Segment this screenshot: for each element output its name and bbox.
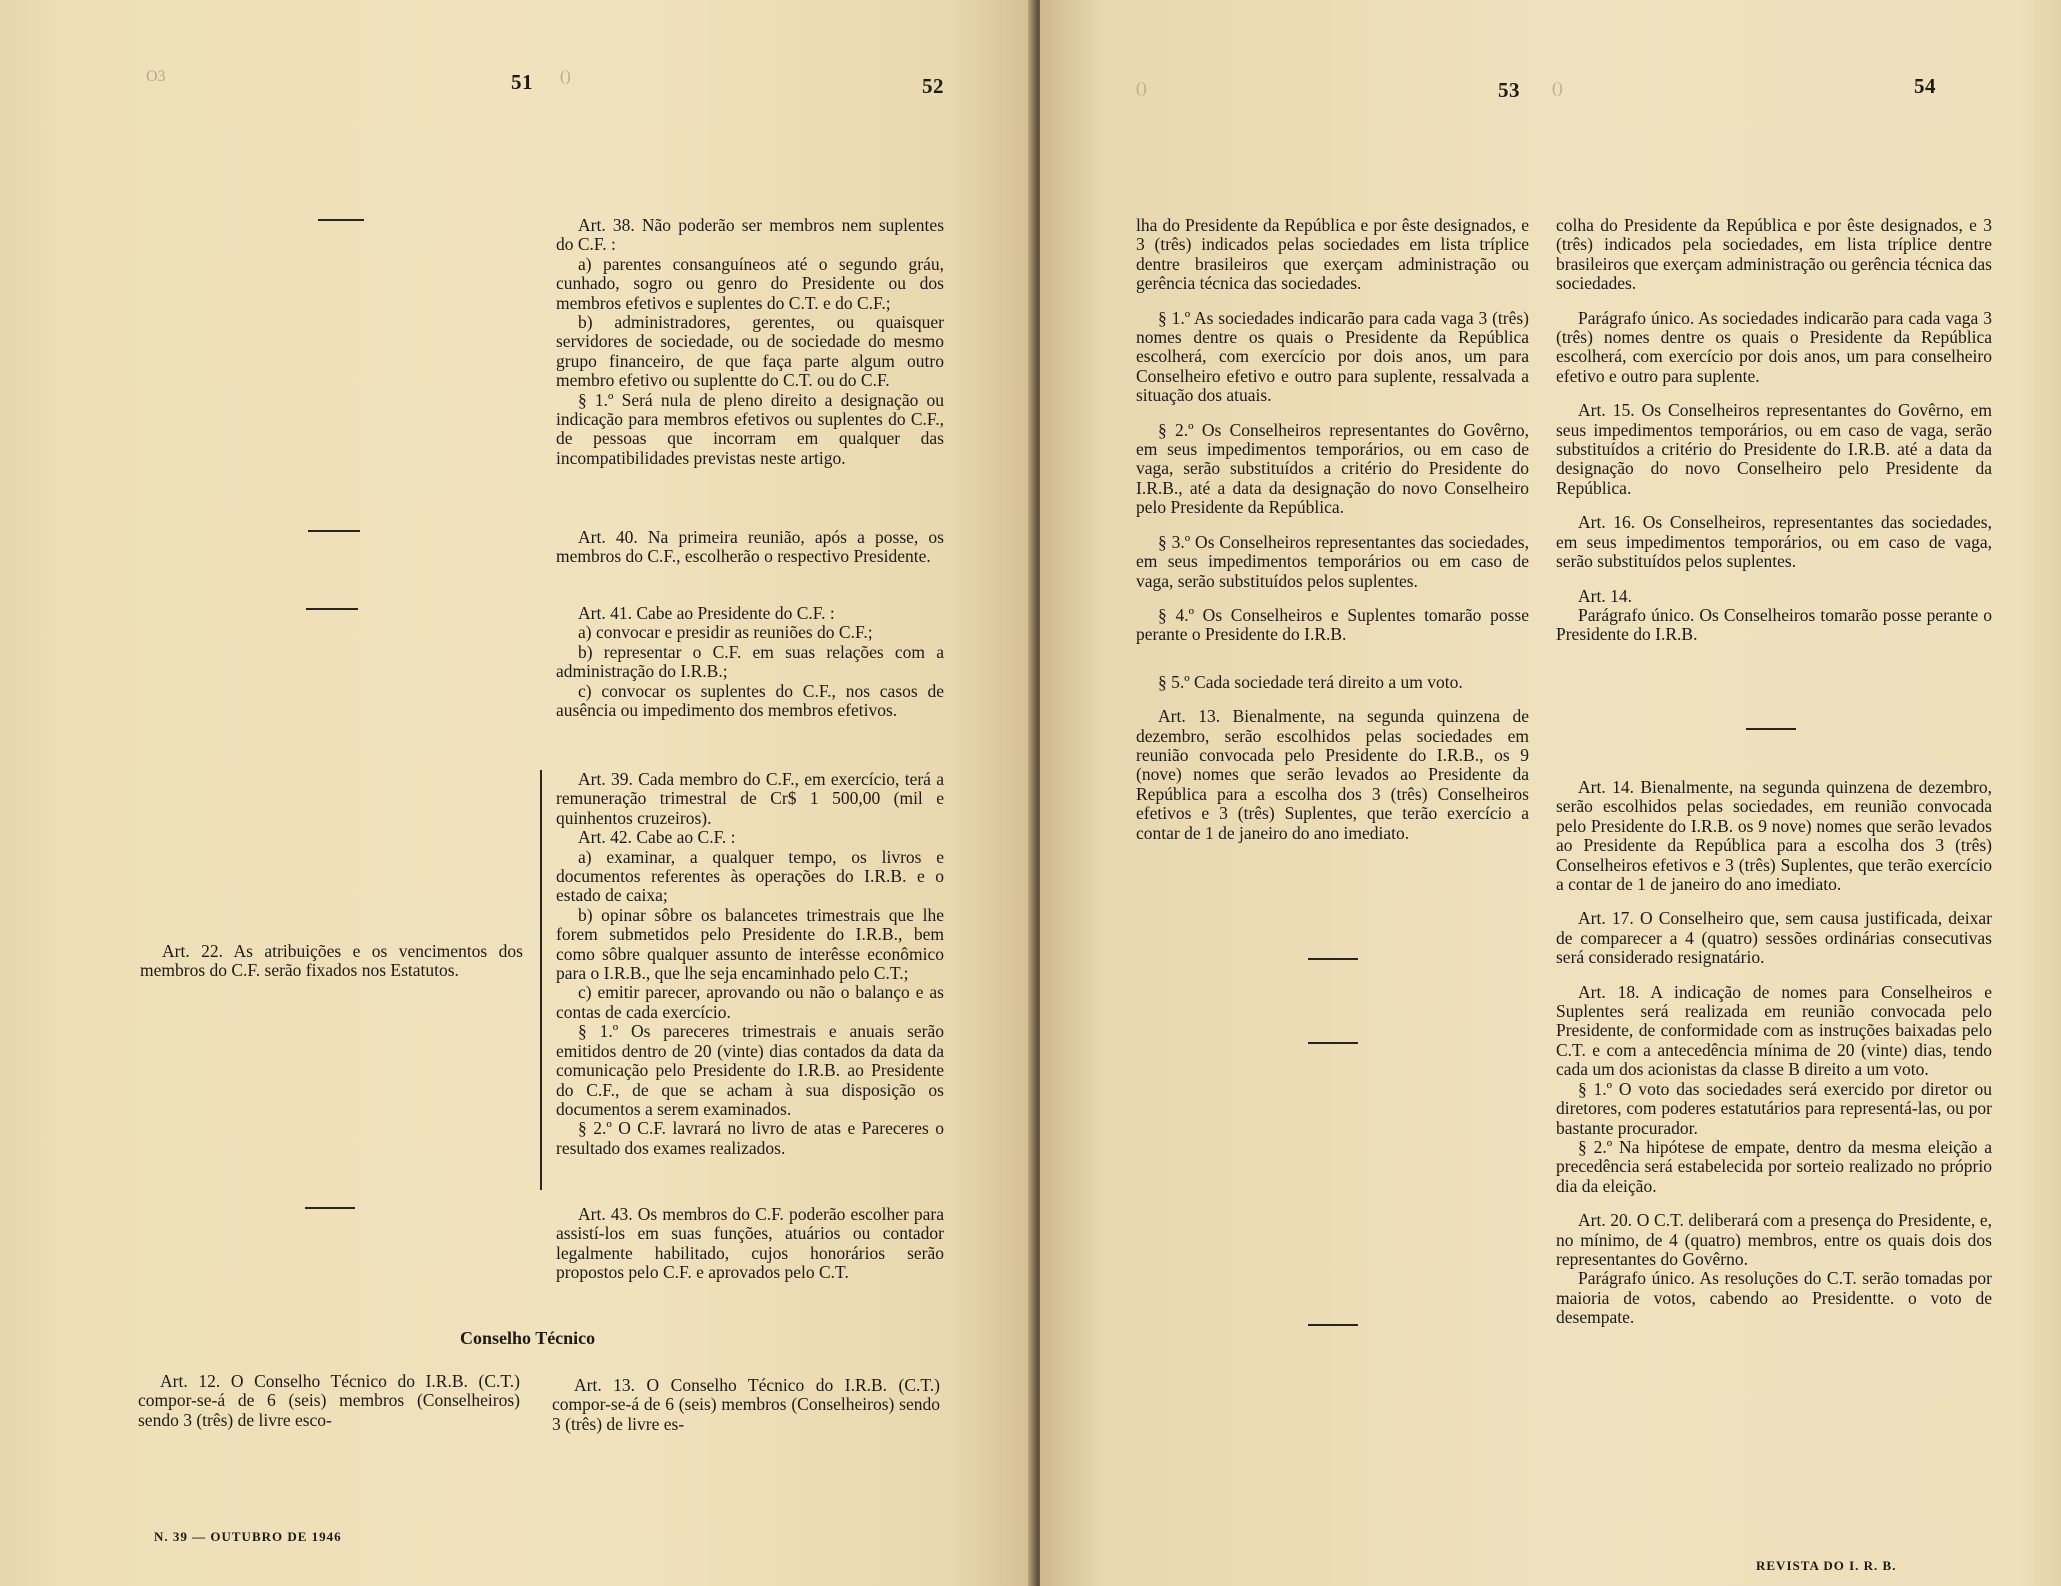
section-divider: [1308, 1324, 1358, 1326]
article-41-item-c: c) convocar os suplentes do C.F., nos casos de ausência ou impedimento dos membros efetivos.: [556, 680, 944, 721]
article-40-text: Art. 40. Na primeira reunião, após a posse, os membros do C.F., escolherão o respectivo Presidente.: [556, 527, 944, 567]
page-53-paragraph-1: § 1.º As sociedades indicarão para cada vaga 3 (três) nomes dentre os quais o Presidente da República escolherá, com exercício por dois anos, um para Conselheiro efetivo e outro para suplente, ressalvada a situação dos atuais.: [1136, 307, 1529, 406]
page-number-53: 53: [1498, 78, 1520, 102]
right-page: [1040, 0, 2061, 1586]
page-53-paragraph-4: § 4.º Os Conselheiros e Suplentes tomarão posse perante o Presidente do I.R.B.: [1136, 604, 1529, 645]
article-13-left: [552, 1376, 940, 1449]
article-41-item-b: b) representar o C.F. em suas relações com a administração do I.R.B.;: [556, 641, 944, 682]
article-42-paragraph-1: § 1.º Os pareceres trimestrais e anuais serão emitidos dentro de 20 (vinte) dias contados da data da comunicação pelo Presidente do I.R.B. ao Presidente do C.F., de que se acham à sua disposição os documentos a serem examinados.: [556, 1021, 944, 1119]
page-number-51: 51: [511, 70, 533, 94]
page-54-column-lower: [1556, 778, 1992, 1343]
bracket-line: [540, 770, 542, 1190]
article-12: [138, 1372, 520, 1445]
section-divider: [308, 530, 360, 532]
article-42-item-a: a) examinar, a qualquer tempo, os livros e documentos referentes às operações do I.R.B. e o estado de caixa;: [556, 846, 944, 906]
article-39-text: Art. 39. Cada membro do C.F., em exercício, terá a remuneração trimestral de Cr$ 1 500,00 (mil e quinhentos cruzeiros).: [556, 769, 944, 828]
article-38-paragraph-1: § 1.º Será nula de pleno direito a designação ou indicação para membros efetivos ou suplentes do C.F., de pessoas que incorram em qualquer das incompatibilidades previstas neste artigo.: [556, 389, 944, 468]
page-54-paragrafo-unico: Parágrafo único. As sociedades indicarão para cada vaga 3 (três) nomes dentre os quais o Presidente da República escolherá, com exercício por dois anos, um para conselheiro efetivo e outro para suplente.: [1556, 307, 1992, 386]
section-divider: [1308, 1042, 1358, 1044]
page-54-continuation: colha do Presidente da República e por êste designados, e 3 (três) indicados pela sociedades, em lista tríplice dentre brasileiros que exerçam administração ou gerência técnica das sociedades.: [1556, 215, 1992, 294]
section-divider: [318, 219, 364, 221]
section-heading-conselho-tecnico: Conselho Técnico: [460, 1328, 596, 1348]
page-54-article-20: Art. 20. O C.T. deliberará com a presença do Presidente, e, no mínimo, de 4 (quatro) membros, entre os quais dois dos representantes do Govêrno.: [1556, 1210, 1992, 1269]
articles-39-42: [556, 770, 944, 1173]
article-38-item-b: b) administradores, gerentes, ou quaisquer servidores de sociedade, ou de sociedade do mesmo grupo financeiro, de que faça parte algum outro membro efetivo ou suplentte do C.T. ou do C.F.: [556, 312, 944, 391]
page-53-paragraph-2: § 2.º Os Conselheiros representantes do Govêrno, em seus impedimentos temporários, ou em caso de vaga, serão substituídos a critério do Presidente do I.R.B., até a data da designação do novo Conselheiro pelo Presidente da República.: [1136, 419, 1529, 518]
section-divider: [305, 1207, 355, 1209]
page-54-article-14-heading: Art. 14.: [1578, 585, 1632, 606]
page-54-article-18-paragraph-2: § 2.º Na hipótese de empate, dentro da mesma eleição a precedência será estabelecida por sorteio realizado no próprio dia da eleição.: [1556, 1136, 1992, 1196]
article-42-item-b: b) opinar sôbre os balancetes trimestrais que lhe forem submetidos pelo Presidente do I.R.B., bem como sôbre qualquer assunto de interêsse econômico para o I.R.B., que lhe seja encaminhado pelo C.T.;: [556, 904, 944, 984]
article-22: [140, 942, 523, 996]
page-54-article-14-paragraph: Parágrafo único. Os Conselheiros tomarão posse perante o Presidente do I.R.B.: [1556, 604, 1992, 645]
article-13-left-text: Art. 13. O Conselho Técnico do I.R.B. (C.T.) compor-se-á de 6 (seis) membros (Conselheiros) sendo 3 (três) de livre es-: [552, 1375, 940, 1434]
article-12-text: Art. 12. O Conselho Técnico do I.R.B. (C.T.) compor-se-á de 6 (seis) membros (Conselheiros) sendo 3 (três) de livre esco-: [138, 1371, 520, 1430]
footer-journal-name: REVISTA DO I. R. B.: [1756, 1558, 1897, 1573]
page-54-article-20-paragraph: Parágrafo único. As resoluções do C.T. serão tomadas por maioria de votos, cabendo ao Presidentte. o voto de desempate.: [1556, 1268, 1992, 1328]
page-54-article-14-bienalmente: Art. 14. Bienalmente, na segunda quinzena de dezembro, serão escolhidos pelas sociedades, em reunião convocada pelo Presidente do I.R.B. os 9 nove) nomes que serão levados ao Presidente da República para a escolha dos 3 (três) Conselheiros efetivos e 3 (três) Suplentes, que terão exercício a contar de 1 de janeiro do ano imediato.: [1556, 777, 1992, 895]
page-53-article-13: Art. 13. Bienalmente, na segunda quinzena de dezembro, serão escolhidos pelas sociedades em reunião convocada pelo Presidente do I.R.B., os 9 (nove) nomes que serão levados ao Presidente da República para a escolha dos 3 (três) Conselheiros efetivos e 3 (três) Suplentes, que terão exercício a contar de 1 de janeiro do ano imediato.: [1136, 706, 1529, 843]
article-41-item-a: a) convocar e presidir as reuniões do C.F.;: [578, 622, 873, 643]
article-38: [556, 216, 944, 483]
article-38-heading: Art. 38. Não poderão ser membros nem suplentes do C.F. :: [556, 215, 944, 255]
page-53-paragraph-5: § 5.º Cada sociedade terá direito a um voto.: [1158, 671, 1463, 692]
article-42-heading: Art. 42. Cabe ao C.F. :: [578, 827, 736, 848]
margin-mark: O3: [146, 68, 166, 85]
page-54-article-15: Art. 15. Os Conselheiros representantes do Govêrno, em seus impedimentos temporários, ou em caso de vaga, serão substituídos a critério do Presidente do I.R.B. até a data da designação do novo Conselheiro pelo Presidente da República.: [1556, 400, 1992, 498]
page-53-column: [1136, 216, 1529, 858]
article-43: [556, 1205, 944, 1298]
page-54-article-18-paragraph-1: § 1.º O voto das sociedades será exercido por diretor ou diretores, com poderes estatutários para representá-las, ou por bastante procurador.: [1556, 1078, 1992, 1138]
article-40: [556, 528, 944, 582]
article-41-heading: Art. 41. Cabe ao Presidente do C.F. :: [578, 603, 835, 623]
footer-issue-date: N. 39 — OUTUBRO DE 1946: [154, 1529, 342, 1544]
margin-mark: (): [1136, 80, 1147, 97]
article-43-text: Art. 43. Os membros do C.F. poderão escolher para assistí-los em suas funções, atuários ou contador legalmente habilitado, cujos honorários serão propostos pelo C.F. e aprovados pelo C.T.: [556, 1204, 944, 1283]
page-number-54: 54: [1914, 74, 1936, 98]
article-22-text: Art. 22. As atribuições e os vencimentos dos membros do C.F. serão fixados nos Estatutos.: [140, 941, 523, 981]
page-54-article-16: Art. 16. Os Conselheiros, representantes das sociedades, em seus impedimentos temporários, ou em caso de vaga, serão substituídos pelos suplentes.: [1556, 512, 1992, 572]
article-42-paragraph-2: § 2.º O C.F. lavrará no livro de atas e Pareceres o resultado dos exames realizados.: [556, 1118, 944, 1158]
page-54-article-17: Art. 17. O Conselheiro que, sem causa justificada, deixar de comparecer a 4 (quatro) sessões ordinárias consecutivas será considerado resignatário.: [1556, 908, 1992, 968]
section-divider: [1746, 728, 1796, 730]
page-53-continuation: lha do Presidente da República e por êste designados, e 3 (três) indicados pelas sociedades em lista tríplice dentre brasileiros que exerçam administração ou gerência técnica das sociedades.: [1136, 215, 1529, 294]
page-number-52: 52: [922, 74, 944, 98]
section-divider: [306, 608, 358, 610]
page-54-column: [1556, 216, 1992, 660]
article-42-item-c: c) emitir parecer, aprovando ou não o balanço e as contas de cada exercício.: [556, 982, 944, 1022]
article-38-item-a: a) parentes consanguíneos até o segundo gráu, cunhado, sogro ou genro do Presidente ou dos membros efetivos e suplentes do C.T. e do C.F.;: [556, 253, 944, 313]
page-53-paragraph-3: § 3.º Os Conselheiros representantes das sociedades, em seus impedimentos temporários ou em caso de vaga, serão substituídos pelos suplentes.: [1136, 531, 1529, 591]
margin-mark: (): [560, 68, 571, 85]
page-54-article-18: Art. 18. A indicação de nomes para Conselheiros e Suplentes será realizada em reunião convocada pelo Presidente, de conformidade com as instruções baixadas pelo C.T. e com a antecedência mínima de 20 (vinte) dias, tendo cada um dos acionistas da classe B direito a um voto.: [1556, 981, 1992, 1080]
article-41: [556, 604, 944, 735]
section-divider: [1308, 958, 1358, 960]
margin-mark: (): [1552, 80, 1563, 97]
